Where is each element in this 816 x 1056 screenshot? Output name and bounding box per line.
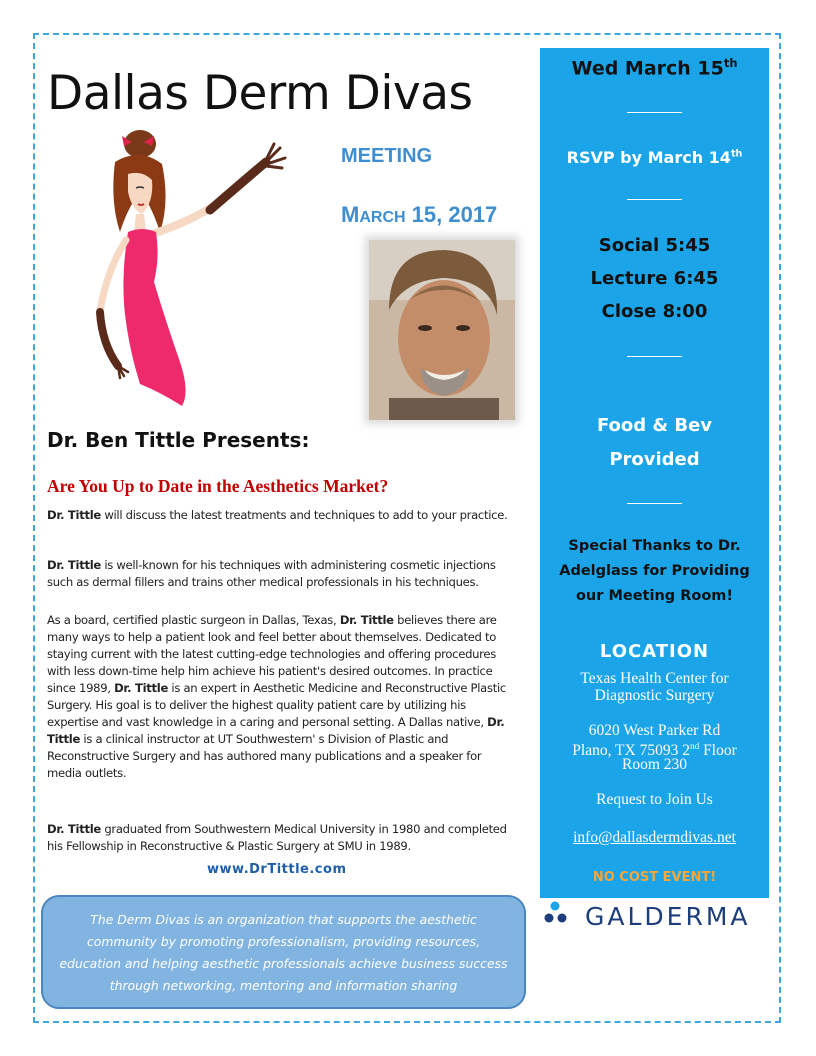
speaker-name: Dr. Tittle: [47, 822, 101, 836]
floor-text: Floor: [699, 742, 737, 760]
bio-paragraph-3: [47, 612, 517, 782]
bio-text: is well-known for his techniques with administering cosmetic injections such as dermal fillers and trains other medical professionals in his techniques.: [47, 558, 496, 589]
speaker-website-link[interactable]: www.DrTittle.com: [207, 862, 347, 877]
location-heading: LOCATION: [599, 641, 710, 662]
address-line-3: Room 230: [621, 756, 688, 773]
bio-paragraph-4: [47, 821, 517, 855]
divider: [627, 356, 682, 357]
address-line-1: 6020 West Parker Rd: [588, 722, 721, 739]
thanks-line-2: Adelglass for Providing: [559, 563, 750, 579]
meeting-label: MEETING: [341, 145, 433, 167]
divider: [627, 199, 682, 200]
divider: [627, 503, 682, 504]
bio-paragraph-1: [47, 507, 517, 524]
mission-statement: The Derm Divas is an organization that supports the aesthetic community by promoting professionalism, providing resources, education and helping aesthetic professionals achieve business success through networking, mentoring and information sharing: [59, 912, 508, 993]
speaker-name: Dr. Tittle: [47, 715, 505, 746]
speaker-photo: [369, 240, 515, 420]
venue-line-1: Texas Health Center for: [580, 670, 729, 687]
event-date-text: Wed March 15: [571, 57, 724, 80]
meeting-date-rest: 15, 2017: [405, 202, 498, 227]
no-cost-badge: NO COST EVENT!: [592, 870, 717, 885]
food-note-line-1: Food & Bev: [596, 415, 713, 436]
floor-suffix: nd: [689, 742, 700, 752]
rsvp-suffix: th: [730, 148, 743, 160]
sponsor-logo: [543, 898, 763, 934]
address-city: Plano, TX 75093 2: [572, 742, 690, 760]
event-details-sidebar: [540, 48, 769, 898]
divider: [627, 112, 682, 113]
speaker-name: Dr. Tittle: [339, 613, 394, 627]
rsvp-text: RSVP by March 14: [566, 148, 731, 167]
contact-email-link[interactable]: info@dallasdermdivas.net: [573, 829, 736, 846]
join-request: Request to Join Us: [596, 791, 713, 808]
page-title: Dallas Derm Divas: [47, 66, 473, 121]
bio-text: is a clinical instructor at UT Southwestern' s Division of Plastic and Reconstructive Surgery and has authored many publications and a speaker for media outlets.: [47, 732, 482, 780]
galderma-dots-icon: [543, 898, 583, 934]
bio-text: graduated from Southwestern Medical University in 1980 and completed his Fellowship in Reconstructive & Plastic Surgery at SMU in 1989.: [47, 822, 507, 853]
speaker-name: Dr. Tittle: [47, 508, 101, 522]
event-date: [540, 56, 769, 79]
thanks-line-3: our Meeting Room!: [575, 588, 734, 604]
thanks-line-1: Special Thanks to Dr.: [568, 538, 741, 554]
sponsor-name: GALDERMA: [585, 902, 751, 931]
diva-illustration: [70, 122, 295, 412]
meeting-date-initial: M: [341, 202, 360, 227]
social-time: Social 5:45: [598, 235, 711, 256]
lecture-time: Lecture 6:45: [590, 268, 719, 289]
talk-title: Are You Up to Date in the Aesthetics Market?: [47, 476, 389, 496]
bio-text: As a board, certified plastic surgeon in Dallas, Texas,: [47, 613, 340, 627]
speaker-name: Dr. Tittle: [114, 681, 169, 695]
bio-paragraph-2: [47, 557, 517, 591]
meeting-date-smallcaps: ARCH: [359, 209, 406, 226]
venue-line-2: Diagnostic Surgery: [594, 687, 715, 704]
bio-text: will discuss the latest treatments and techniques to add to your practice.: [100, 508, 508, 522]
presenter-heading: Dr. Ben Tittle Presents:: [47, 428, 310, 452]
close-time: Close 8:00: [601, 301, 708, 322]
bio-text: believes there are many ways to help a patient look and feel better about themselves. Dedicated to staying current with the latest cutting-edge technologies and offering procedures with less down-time help him achieve his patient's desired outcomes. In practice since 1989,: [47, 613, 497, 695]
food-note-line-2: Provided: [609, 449, 700, 470]
bio-text: is an expert in Aesthetic Medicine and Reconstructive Plastic Surgery. His goal is to deliver the highest quality patient care by utilizing his expertise and vast knowledge in a caring and personal setting. A Dallas native,: [47, 681, 506, 729]
mission-statement-box: [41, 895, 526, 1009]
meeting-date: [341, 202, 497, 228]
rsvp-deadline: [540, 148, 769, 167]
speaker-name: Dr. Tittle: [47, 558, 101, 572]
event-date-suffix: th: [723, 56, 738, 70]
